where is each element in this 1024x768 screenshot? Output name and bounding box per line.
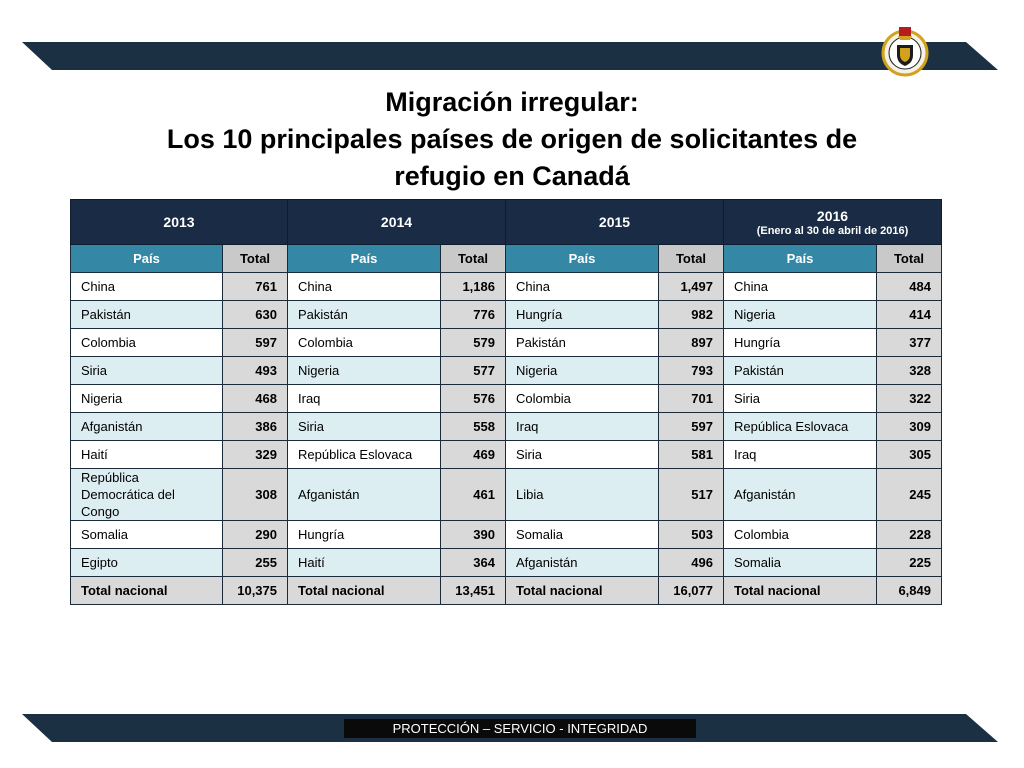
total-cell: 776 — [441, 301, 506, 329]
total-cell: 329 — [223, 441, 288, 469]
year-label: 2013 — [163, 214, 195, 230]
year-header-2014 — [288, 200, 506, 245]
footer-motto: PROTECCIÓN – SERVICIO - INTEGRIDAD — [344, 719, 696, 738]
table-row — [71, 385, 942, 413]
year-header-2015 — [506, 200, 724, 245]
total-cell: 701 — [659, 385, 724, 413]
year-label: 2016 — [816, 207, 849, 224]
total-cell: 558 — [441, 413, 506, 441]
country-cell: China — [724, 273, 877, 301]
national-total-value: 6,849 — [877, 577, 942, 605]
country-cell: Pakistán — [71, 301, 223, 329]
total-cell: 308 — [223, 469, 288, 521]
total-cell: 581 — [659, 441, 724, 469]
table-row — [71, 549, 942, 577]
country-cell: Nigeria — [724, 301, 877, 329]
title-line-1: Migración irregular: — [385, 87, 639, 117]
country-cell: Somalia — [724, 549, 877, 577]
country-cell: Iraq — [724, 441, 877, 469]
country-cell: Siria — [724, 385, 877, 413]
country-cell: China — [506, 273, 659, 301]
country-cell: Egipto — [71, 549, 223, 577]
country-cell: Siria — [506, 441, 659, 469]
table-row — [71, 413, 942, 441]
national-total-label: Total nacional — [724, 577, 877, 605]
total-cell: 364 — [441, 549, 506, 577]
country-cell: Pakistán — [506, 329, 659, 357]
total-cell: 576 — [441, 385, 506, 413]
year-note: (Enero al 30 de abril de 2016) — [756, 224, 909, 237]
country-cell: Libia — [506, 469, 659, 521]
country-cell: República Eslovaca — [724, 413, 877, 441]
total-cell: 1,186 — [441, 273, 506, 301]
country-cell: República Eslovaca — [288, 441, 441, 469]
country-cell: Haití — [288, 549, 441, 577]
total-cell: 577 — [441, 357, 506, 385]
national-total-label: Total nacional — [71, 577, 223, 605]
total-cell: 322 — [877, 385, 942, 413]
total-cell: 228 — [877, 521, 942, 549]
country-cell: Iraq — [288, 385, 441, 413]
country-cell: Colombia — [71, 329, 223, 357]
country-cell: Siria — [288, 413, 441, 441]
total-cell: 503 — [659, 521, 724, 549]
country-cell: Siria — [71, 357, 223, 385]
country-cell: Afganistán — [71, 413, 223, 441]
year-header-row — [71, 200, 942, 245]
country-cell: Colombia — [288, 329, 441, 357]
total-cell: 390 — [441, 521, 506, 549]
total-cell: 461 — [441, 469, 506, 521]
national-total-label: Total nacional — [288, 577, 441, 605]
country-cell: Pakistán — [724, 357, 877, 385]
total-cell: 468 — [223, 385, 288, 413]
national-total-label: Total nacional — [506, 577, 659, 605]
slide-title — [80, 84, 944, 195]
country-cell: Afganistán — [724, 469, 877, 521]
table-row — [71, 521, 942, 549]
total-cell: 386 — [223, 413, 288, 441]
total-cell: 897 — [659, 329, 724, 357]
country-cell: Colombia — [506, 385, 659, 413]
col-header-pais: País — [506, 245, 659, 273]
col-header-total: Total — [877, 245, 942, 273]
year-label: 2014 — [380, 214, 413, 230]
country-cell: Hungría — [506, 301, 659, 329]
national-total-value: 10,375 — [223, 577, 288, 605]
col-header-total: Total — [441, 245, 506, 273]
title-line-3: refugio en Canadá — [394, 161, 630, 191]
total-cell: 305 — [877, 441, 942, 469]
country-cell: República Democrática del Congo — [71, 469, 223, 521]
country-cell: Pakistán — [288, 301, 441, 329]
national-total-value: 13,451 — [441, 577, 506, 605]
table-row — [71, 301, 942, 329]
total-cell: 245 — [877, 469, 942, 521]
col-header-pais: País — [724, 245, 877, 273]
col-header-total: Total — [659, 245, 724, 273]
total-cell: 377 — [877, 329, 942, 357]
country-cell: Iraq — [506, 413, 659, 441]
total-cell: 793 — [659, 357, 724, 385]
table-row — [71, 469, 942, 521]
column-header-row — [71, 245, 942, 273]
total-cell: 761 — [223, 273, 288, 301]
table-row — [71, 441, 942, 469]
total-cell: 484 — [877, 273, 942, 301]
total-cell: 414 — [877, 301, 942, 329]
country-cell: Nigeria — [288, 357, 441, 385]
year-header-2013 — [71, 200, 288, 245]
table-row — [71, 329, 942, 357]
top-banner — [0, 42, 1024, 70]
country-cell: Somalia — [506, 521, 659, 549]
country-cell: Nigeria — [71, 385, 223, 413]
table-row — [71, 357, 942, 385]
col-header-pais: País — [288, 245, 441, 273]
total-cell: 328 — [877, 357, 942, 385]
country-cell: Afganistán — [506, 549, 659, 577]
year-label: 2015 — [598, 214, 631, 230]
total-cell: 597 — [659, 413, 724, 441]
country-cell: Haití — [71, 441, 223, 469]
col-header-total: Total — [223, 245, 288, 273]
country-cell: Somalia — [71, 521, 223, 549]
asylum-claimants-table — [70, 199, 942, 605]
total-cell: 982 — [659, 301, 724, 329]
table-row — [71, 273, 942, 301]
country-cell: Hungría — [724, 329, 877, 357]
cbsa-crest-icon — [880, 24, 930, 78]
country-cell: Colombia — [724, 521, 877, 549]
total-cell: 597 — [223, 329, 288, 357]
total-cell: 290 — [223, 521, 288, 549]
title-line-2: Los 10 principales países de origen de solicitantes de — [166, 124, 858, 154]
country-cell: Afganistán — [288, 469, 441, 521]
country-cell: Hungría — [288, 521, 441, 549]
country-cell: China — [71, 273, 223, 301]
total-cell: 469 — [441, 441, 506, 469]
national-total-value: 16,077 — [659, 577, 724, 605]
total-cell: 579 — [441, 329, 506, 357]
country-cell: Nigeria — [506, 357, 659, 385]
total-cell: 496 — [659, 549, 724, 577]
col-header-pais: País — [71, 245, 223, 273]
total-cell: 255 — [223, 549, 288, 577]
country-cell: China — [288, 273, 441, 301]
year-header-2016 — [724, 200, 942, 245]
total-cell: 309 — [877, 413, 942, 441]
table-body — [71, 273, 942, 605]
total-cell: 1,497 — [659, 273, 724, 301]
total-cell: 630 — [223, 301, 288, 329]
total-cell: 225 — [877, 549, 942, 577]
national-total-row — [71, 577, 942, 605]
total-cell: 493 — [223, 357, 288, 385]
total-cell: 517 — [659, 469, 724, 521]
